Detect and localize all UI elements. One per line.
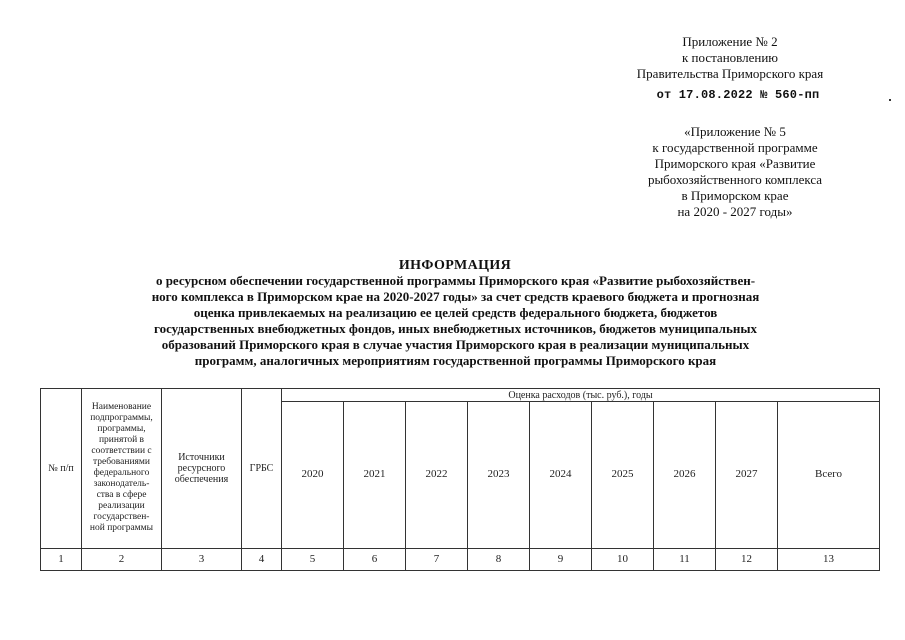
header-name-line: ной программы	[89, 523, 154, 534]
column-number: 12	[716, 548, 778, 570]
column-number: 2	[82, 548, 162, 570]
appendix5-line: Приморского края «Развитие	[654, 156, 816, 171]
header-year: 2023	[468, 402, 530, 549]
appendix-line: к постановлению	[681, 50, 779, 65]
column-number: 8	[468, 548, 530, 570]
appendix5-line: на 2020 - 2027 годы»	[677, 204, 793, 219]
header-grbs: ГРБС	[242, 389, 282, 549]
subtitle-line: ного комплекса в Приморском крае на 2020-2027 годы» за счет средств краевого бюджета и прогнозная	[151, 289, 760, 304]
appendix-5-block	[615, 124, 855, 220]
header-year: 2022	[406, 402, 468, 549]
decree-stamp: от 17.08.2022 № 560-пп	[656, 88, 820, 102]
column-number: 10	[592, 548, 654, 570]
header-number: № п/п	[41, 389, 82, 549]
appendix5-line: в Приморском крае	[681, 188, 789, 203]
column-number: 13	[778, 548, 880, 570]
header-sources-line: Источники	[178, 451, 225, 463]
subtitle-line: о ресурсном обеспечении государственной программы Приморского края «Развитие рыбохозяйствен-	[155, 273, 756, 288]
column-number: 11	[654, 548, 716, 570]
header-name-line: соответствии с	[91, 446, 152, 457]
header-year: 2024	[530, 402, 592, 549]
header-name-line: законодатель-	[93, 479, 150, 490]
header-name-line: государствен-	[93, 512, 150, 523]
header-year: 2021	[344, 402, 406, 549]
header-year: 2020	[282, 402, 344, 549]
header-year: 2027	[716, 402, 778, 549]
header-sources-line: ресурсного	[177, 462, 226, 474]
header-sources-line: обеспечения	[174, 473, 229, 485]
column-number: 6	[344, 548, 406, 570]
document-title: ИНФОРМАЦИЯ	[398, 258, 512, 273]
header-name-line: подпрограммы,	[90, 413, 153, 424]
header-year: 2025	[592, 402, 654, 549]
subtitle-line: оценка привлекаемых на реализацию ее целей средств федерального бюджета, бюджетов	[193, 305, 718, 320]
column-number: 7	[406, 548, 468, 570]
appendix5-line: «Приложение № 5	[684, 124, 786, 139]
header-year: 2026	[654, 402, 716, 549]
header-name-line: реализации	[98, 501, 145, 512]
header-name-line: требованиями	[92, 457, 151, 468]
column-number: 9	[530, 548, 592, 570]
column-number: 5	[282, 548, 344, 570]
column-number: 3	[162, 548, 242, 570]
subtitle-line: образований Приморского края в случае участия Приморского края в реализации муниципальных	[161, 337, 750, 352]
header-name-line: программы,	[97, 424, 146, 435]
header-expense-estimate: Оценка расходов (тыс. руб.), годы	[282, 389, 880, 402]
header-total: Всего	[778, 402, 880, 549]
subtitle-line: государственных внебюджетных фондов, иных внебюджетных источников, бюджетов муниципальных	[154, 321, 757, 336]
appendix-line: Правительства Приморского края	[636, 66, 824, 81]
header-sources	[162, 389, 242, 549]
column-number: 4	[242, 548, 282, 570]
header-name-line: принятой в	[98, 435, 145, 446]
appendix5-line: к государственной программе	[652, 140, 818, 155]
header-name-line: Наименование	[91, 402, 152, 413]
header-name-line: ства в сфере	[96, 490, 147, 501]
document-subtitle	[88, 273, 823, 369]
subtitle-line: программ, аналогичных мероприятиям государственной программы Приморского края	[194, 353, 717, 368]
header-program-name	[82, 389, 162, 549]
column-number: 1	[41, 548, 82, 570]
header-name-line: федерального	[93, 468, 150, 479]
resource-table	[40, 388, 880, 571]
appendix-2-block	[610, 34, 850, 82]
appendix5-line: рыбохозяйственного комплекса	[647, 172, 823, 187]
appendix-line: Приложение № 2	[682, 34, 778, 49]
scan-speck	[889, 99, 891, 101]
